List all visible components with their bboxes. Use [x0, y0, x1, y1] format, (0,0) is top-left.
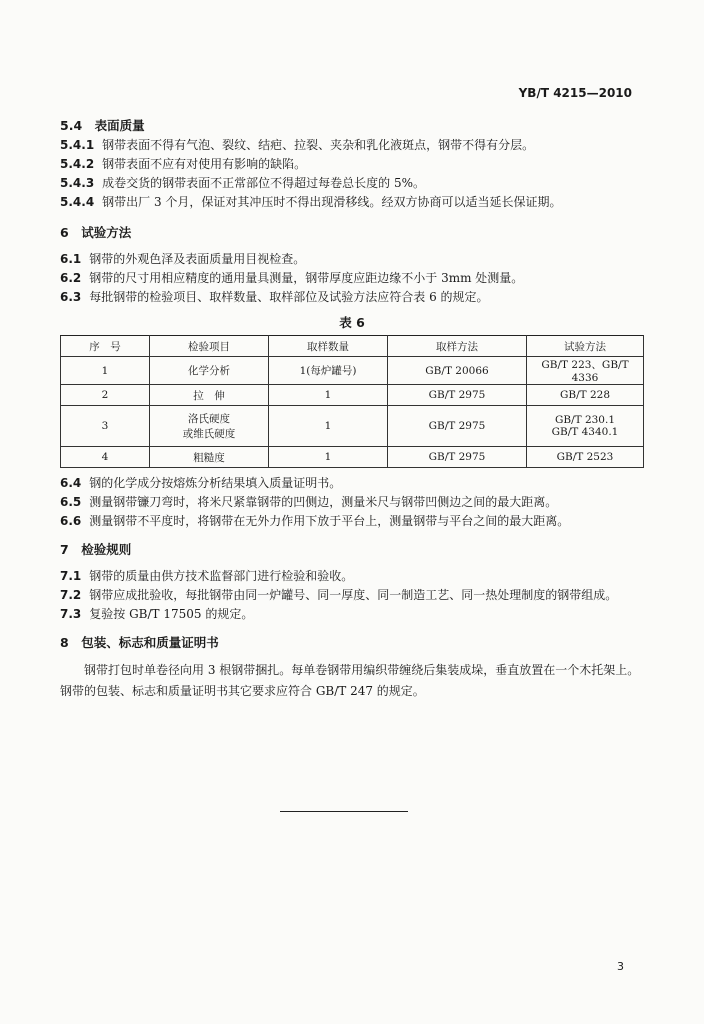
- header-qty: 取样数量: [269, 336, 388, 357]
- table-row: [61, 406, 644, 447]
- clause-7-1: [60, 567, 644, 586]
- cell-item: 化学分析: [150, 357, 269, 385]
- table-title: 表 6: [339, 315, 365, 330]
- standard-code: YB/T 4215—2010: [518, 86, 632, 100]
- end-rule: [280, 811, 408, 812]
- clause-text: 钢带表面不得有气泡、裂纹、结疤、拉裂、夹杂和乳化液斑点，钢带不得有分层。: [102, 138, 535, 152]
- clause-5-4-4: [60, 193, 644, 212]
- cell-item-line2: 或维氏硬度: [182, 428, 236, 440]
- cell-test: GB/T 2523: [527, 447, 644, 468]
- clause-number: 5.4.1: [60, 138, 95, 152]
- clause-number: 5.4.4: [60, 195, 95, 209]
- table-row: [61, 357, 644, 385]
- document-body: [60, 116, 644, 702]
- clause-text: 测量钢带镰刀弯时，将米尺紧靠钢带的凹侧边，测量米尺与钢带凹侧边之间的最大距离。: [89, 495, 558, 509]
- cell-item: 拉 伸: [150, 385, 269, 406]
- clause-6-6: [60, 512, 644, 531]
- cell-sampling: GB/T 2975: [388, 385, 527, 406]
- cell-qty: 1: [269, 385, 388, 406]
- clause-text: 成卷交货的钢带表面不正常部位不得超过每卷总长度的 5%。: [102, 176, 426, 190]
- clause-text: 钢带的质量由供方技术监督部门进行检验和验收。: [89, 569, 354, 583]
- header-no: 序 号: [61, 336, 150, 357]
- clause-number: 7.3: [60, 607, 82, 621]
- clause-text: 每批钢带的检验项目、取样数量、取样部位及试验方法应符合表 6 的规定。: [89, 290, 489, 304]
- clause-6-1: [60, 250, 644, 269]
- clause-text: 钢的化学成分按熔炼分析结果填入质量证明书。: [89, 476, 342, 490]
- cell-qty: 1: [269, 447, 388, 468]
- cell-no: 3: [61, 406, 150, 447]
- clause-number: 6.2: [60, 271, 82, 285]
- page-number: 3: [617, 960, 624, 973]
- cell-sampling: GB/T 2975: [388, 406, 527, 447]
- section-heading-7: 7 检验规则: [60, 542, 132, 557]
- clause-5-4-1: [60, 136, 644, 155]
- clause-text: 钢带出厂 3 个月，保证对其冲压时不得出现滑移线。经双方协商可以适当延长保证期。: [102, 195, 562, 209]
- clause-6-3: [60, 288, 644, 307]
- clause-text: 钢带的尺寸用相应精度的通用量具测量，钢带厚度应距边缘不小于 3mm 处测量。: [89, 271, 524, 285]
- cell-no: 1: [61, 357, 150, 385]
- clause-5-4-3: [60, 174, 644, 193]
- cell-item-line1: 洛氏硬度: [188, 413, 230, 425]
- clause-7-3: [60, 605, 644, 624]
- clause-number: 6.6: [60, 514, 82, 528]
- cell-test: GB/T 228: [527, 385, 644, 406]
- section-heading-8: 8 包装、标志和质量证明书: [60, 635, 219, 650]
- table-header-row: [61, 336, 644, 357]
- clause-text: 钢带的外观色泽及表面质量用目视检查。: [89, 252, 306, 266]
- header-test: 试验方法: [527, 336, 644, 357]
- clause-number: 6.4: [60, 476, 82, 490]
- clause-5-4-2: [60, 155, 644, 174]
- clause-text: 测量钢带不平度时，将钢带在无外力作用下放于平台上，测量钢带与平台之间的最大距离。: [89, 514, 570, 528]
- cell-test-line2: GB/T 4340.1: [551, 426, 619, 438]
- header-item: 检验项目: [150, 336, 269, 357]
- table-row: [61, 447, 644, 468]
- table-row: [61, 385, 644, 406]
- clause-text: 钢带表面不应有对使用有影响的缺陷。: [102, 157, 307, 171]
- clause-number: 7.2: [60, 588, 82, 602]
- clause-text: 复验按 GB/T 17505 的规定。: [89, 607, 254, 621]
- cell-no: 4: [61, 447, 150, 468]
- clause-number: 5.4.2: [60, 157, 95, 171]
- clause-number: 7.1: [60, 569, 82, 583]
- clause-6-2: [60, 269, 644, 288]
- clause-text: 钢带应成批验收，每批钢带由同一炉罐号、同一厚度、同一制造工艺、同一热处理制度的钢带组成。: [89, 588, 618, 602]
- clause-7-2: [60, 586, 644, 605]
- test-methods-table: [60, 335, 644, 468]
- cell-qty: 1: [269, 406, 388, 447]
- cell-sampling: GB/T 20066: [388, 357, 527, 385]
- clause-6-4: [60, 474, 644, 493]
- cell-sampling: GB/T 2975: [388, 447, 527, 468]
- cell-qty: 1(每炉罐号): [269, 357, 388, 385]
- header-sampling: 取样方法: [388, 336, 527, 357]
- clause-number: 6.5: [60, 495, 82, 509]
- section-heading-6: 6 试验方法: [60, 225, 132, 240]
- clause-number: 5.4.3: [60, 176, 95, 190]
- cell-test-line1: GB/T 230.1: [554, 414, 616, 426]
- cell-test: [527, 406, 644, 447]
- clause-6-5: [60, 493, 644, 512]
- cell-item: [150, 406, 269, 447]
- cell-test: GB/T 223、GB/T 4336: [527, 357, 644, 385]
- clause-number: 6.3: [60, 290, 82, 304]
- section-8-paragraph: 钢带打包时单卷径向用 3 根钢带捆扎。每单卷钢带用编织带缠绕后集装成垛，垂直放置在一个木托架上。钢带的包装、标志和质量证明书其它要求应符合 GB/T 247 的规定。: [60, 663, 640, 698]
- cell-item: 粗糙度: [150, 447, 269, 468]
- section-heading-5-4: 5.4 表面质量: [60, 118, 145, 133]
- cell-no: 2: [61, 385, 150, 406]
- clause-number: 6.1: [60, 252, 82, 266]
